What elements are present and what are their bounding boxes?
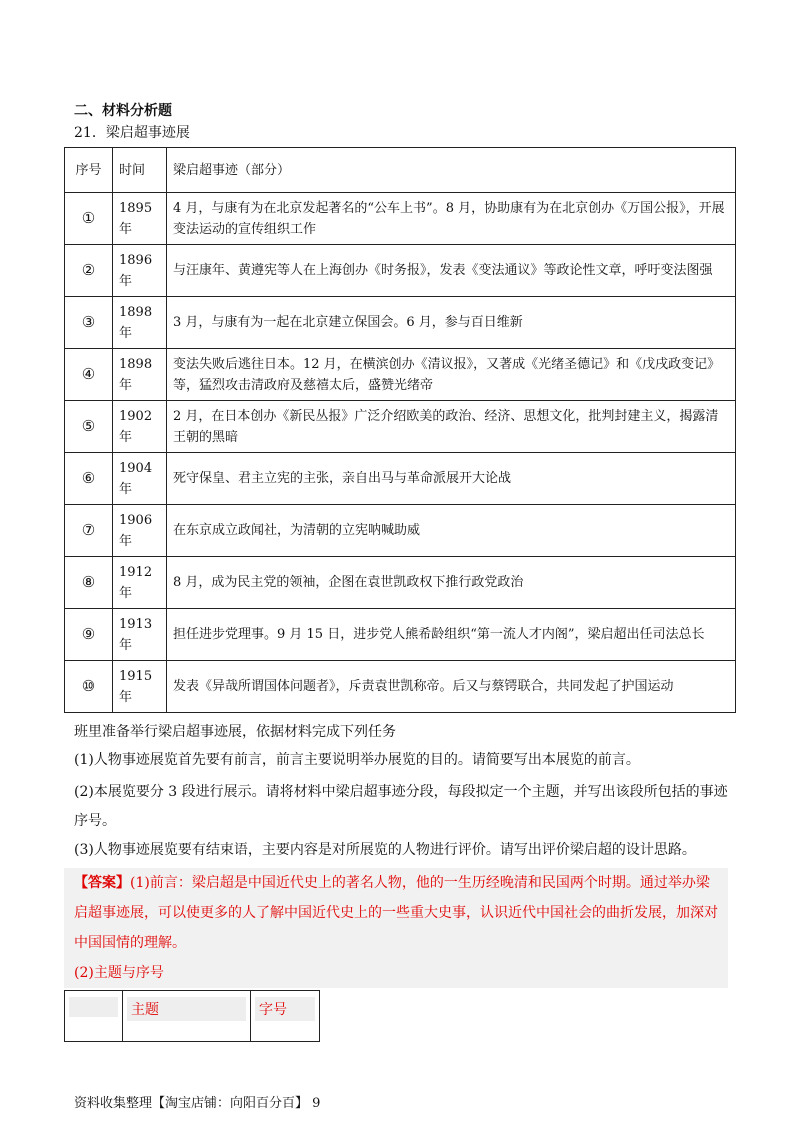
answer-table	[64, 990, 320, 1042]
task-1: (1)人物事迹展览首先要有前言，前言主要说明举办展览的目的。请简要写出本展览的前言。	[74, 752, 640, 768]
table-row	[65, 609, 736, 661]
page-footer: 资料收集整理【淘宝店铺：向阳百分百】 9	[74, 1096, 321, 1111]
table-row	[65, 557, 736, 609]
row-year: 1904年	[113, 453, 167, 505]
question-title: 21．梁启超事迹展	[74, 125, 190, 141]
answer-tag: 【答案】	[74, 875, 130, 891]
row-event: 2 月，在日本创办《新民丛报》广泛介绍欧美的政治、经济、思想文化，批判封建主义，揭露清王朝的黑暗	[167, 401, 736, 453]
header-no: 序号	[65, 148, 113, 193]
row-event: 担任进步党理事。9 月 15 日，进步党人熊希龄组织“第一流人才内阁”，梁启超出任司法总长	[167, 609, 736, 661]
row-year: 1906年	[113, 505, 167, 557]
row-year: 1895年	[113, 193, 167, 245]
answer-table-cell-1	[65, 991, 123, 1042]
header-events: 梁启超事迹（部分）	[167, 148, 736, 193]
answer-sub: (2)主题与序号	[74, 965, 164, 981]
row-year: 1898年	[113, 349, 167, 401]
row-event: 8 月，成为民主党的领袖，企图在袁世凯政权下推行政党政治	[167, 557, 736, 609]
row-number: ③	[65, 297, 113, 349]
task-3: (3)人物事迹展览要有结束语，主要内容是对所展览的人物进行评价。请写出评价梁启超的设计思路。	[74, 842, 696, 858]
task-2: (2)本展览要分 3 段进行展示。请将材料中梁启超事迹分段，每段拟定一个主题，并写出该段所包括的事迹序号。	[74, 784, 728, 829]
row-year: 1915年	[113, 661, 167, 713]
table-row	[65, 297, 736, 349]
table-row	[65, 245, 736, 297]
row-number: ①	[65, 193, 113, 245]
row-event: 在东京成立政闻社，为清朝的立宪呐喊助威	[167, 505, 736, 557]
table-row	[65, 505, 736, 557]
row-year: 1902年	[113, 401, 167, 453]
row-number: ⑦	[65, 505, 113, 557]
events-table	[64, 147, 736, 713]
row-year: 1912年	[113, 557, 167, 609]
row-number: ②	[65, 245, 113, 297]
row-event: 4 月，与康有为在北京发起著名的“公车上书”。8 月，协助康有为在北京创办《万国公报》，开展变法运动的宣传组织工作	[167, 193, 736, 245]
header-time: 时间	[113, 148, 167, 193]
answer-block	[64, 868, 728, 988]
row-year: 1896年	[113, 245, 167, 297]
row-event: 变法失败后逃往日本。12 月，在横滨创办《清议报》，又著成《光绪圣德记》和《戊戌政变记》等，猛烈攻击清政府及慈禧太后，盛赞光绪帝	[167, 349, 736, 401]
row-number: ⑤	[65, 401, 113, 453]
row-number: ④	[65, 349, 113, 401]
instructions: 班里准备举行梁启超事迹展，依据材料完成下列任务	[74, 724, 396, 740]
row-year: 1898年	[113, 297, 167, 349]
table-row	[65, 453, 736, 505]
row-number: ⑧	[65, 557, 113, 609]
row-number: ⑨	[65, 609, 113, 661]
answer-table-cell-number: 字号	[251, 991, 320, 1042]
row-number: ⑥	[65, 453, 113, 505]
answer-table-cell-theme: 主题	[123, 991, 251, 1042]
table-row	[65, 401, 736, 453]
section-title: 二、材料分析题	[74, 103, 172, 119]
row-event: 与汪康年、黄遵宪等人在上海创办《时务报》，发表《变法通议》等政论性文章，呼吁变法图强	[167, 245, 736, 297]
table-row	[65, 661, 736, 713]
row-number: ⑩	[65, 661, 113, 713]
row-event: 死守保皇、君主立宪的主张，亲自出马与革命派展开大论战	[167, 453, 736, 505]
answer-text	[64, 868, 728, 958]
table-row	[65, 349, 736, 401]
row-event: 发表《异哉所谓国体问题者》，斥责袁世凯称帝。后又与蔡锷联合，共同发起了护国运动	[167, 661, 736, 713]
answer-body: (1)前言：梁启超是中国近代史上的著名人物，他的一生历经晚清和民国两个时期。通过举办梁启超事迹展，可以使更多的人了解中国近代史上的一些重大史事，认识近代中国社会的曲折发展，加深对中国国情的理解。	[74, 875, 718, 951]
table-row	[65, 193, 736, 245]
row-event: 3 月，与康有为一起在北京建立保国会。6 月，参与百日维新	[167, 297, 736, 349]
answer-table-row	[65, 991, 320, 1042]
table-header-row	[65, 148, 736, 193]
row-year: 1913年	[113, 609, 167, 661]
